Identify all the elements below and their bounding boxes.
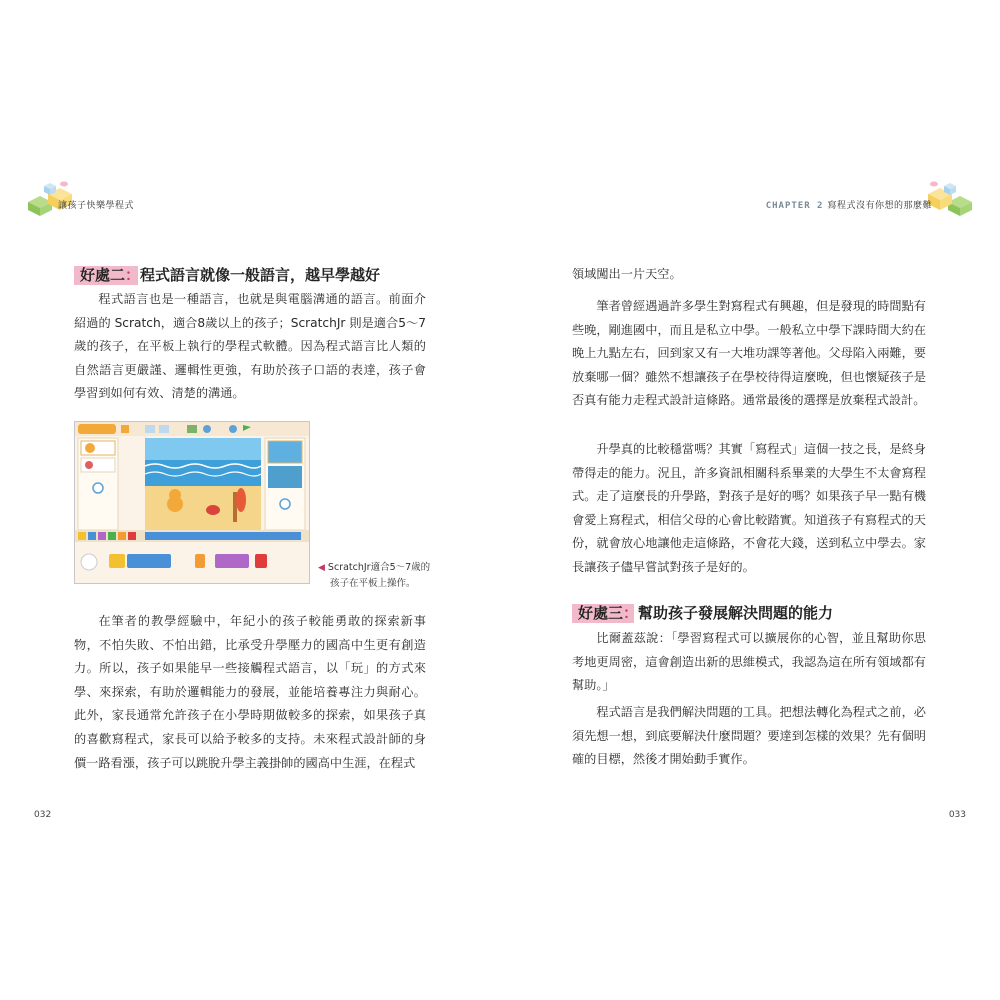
chapter-label: CHAPTER 2 — [765, 201, 824, 211]
right-paragraph-3: 比爾蓋茲說：「學習寫程式可以擴展你的心智，並且幫助你思考地更周密，這會創造出新的思維模式，我認為這在所有領域都有幫助。」 — [572, 631, 926, 693]
scratchjr-screenshot — [74, 421, 310, 584]
caption-line-1: ScratchJr適合5～7歲的 — [327, 562, 431, 573]
left-paragraph-2: 在筆者的教學經驗中，年紀小的孩子較能勇敢的探索新事物，不怕失敗、不怕出錯，比承受升學壓力的國高中生更有創造力。所以，孩子如果能早一些接觸程式語言，以「玩」的方式來學、來探索，有助於邏輯能力的發展，並能培養專注力與耐心。此外，家長通常允許孩子在小學時期做較多的探索，如果孩子真的喜歡寫程式，家長可以給予較多的支持。未來程式設計師的身價一路看漲，孩子可以跳脫升學主義掛帥的國高中生涯，在程式 — [74, 614, 426, 770]
right-paragraph-2: 升學真的比較穩當嗎？其實「寫程式」這個一技之長，是終身帶得走的能力。況且，許多資訊相關科系畢業的大學生不太會寫程式。走了這麼長的升學路，對孩子是好的嗎？如果孩子早一點有機會愛上寫程式，相信父母的心會比較踏實。知道孩子有寫程式的天份，就會放心地讓他走這條路，不會花大錢，送到私立中學去。家長讓孩子儘早嘗試對孩子是好的。 — [572, 442, 926, 574]
figure-caption — [318, 560, 430, 591]
page-number-right: 033 — [948, 810, 966, 820]
caption-line-2: 孩子在平板上操作。 — [330, 578, 416, 589]
heading-colon: ： — [125, 266, 141, 284]
right-paragraph-1: 筆者曾經遇過許多學生對寫程式有興趣，但是發現的時間點有些晚，剛進國中，而且是私立中學。一般私立中學下課時間大約在晚上九點左右，回到家又有一大堆功課等著他。父母陷入兩難，要放棄哪一個？雖然不想讓孩子在學校待得這麼晚，但也懷疑孩子是否真有能力走程式設計這條路。通常最後的選擇是放棄程式設計。 — [572, 299, 926, 408]
heading-prefix: 好處三 — [578, 604, 624, 622]
left-paragraph-1: 程式語言也是一種語言，也就是與電腦溝通的語言。前面介紹過的 Scratch，適合8歲以上的孩子；ScratchJr 則是適合5～7歲的孩子，在平板上執行的學程式軟體。因為程式語言比人類的自然語言更嚴謹、邏輯性更強，有助於孩子口語的表達，孩子會學習到如何有效、清楚的溝通。 — [74, 292, 426, 401]
chapter-title: 寫程式沒有你想的那麼難 — [827, 201, 932, 211]
caption-marker-icon: ◀ — [318, 563, 325, 573]
running-header-left: 讓孩子快樂學程式 — [58, 201, 135, 211]
running-header-right — [766, 198, 932, 211]
right-paragraph-0: 領域闖出一片天空。 — [572, 267, 682, 281]
heading-text: 程式語言就像一般語言，越早學越好 — [140, 266, 381, 284]
heading-prefix: 好處二 — [80, 266, 126, 284]
heading-text: 幫助孩子發展解決問題的能力 — [638, 604, 834, 622]
section-heading-benefit-3 — [572, 602, 833, 624]
scratchjr-ui-illustration — [75, 422, 309, 583]
right-paragraph-4: 程式語言是我們解決問題的工具。把想法轉化為程式之前，必須先想一想，到底要解決什麼問題？要達到怎樣的效果？先有個明確的目標，然後才開始動手實作。 — [572, 705, 926, 767]
section-heading-benefit-2 — [74, 264, 380, 286]
heading-colon: ： — [623, 604, 639, 622]
page-number-left: 032 — [34, 810, 52, 820]
